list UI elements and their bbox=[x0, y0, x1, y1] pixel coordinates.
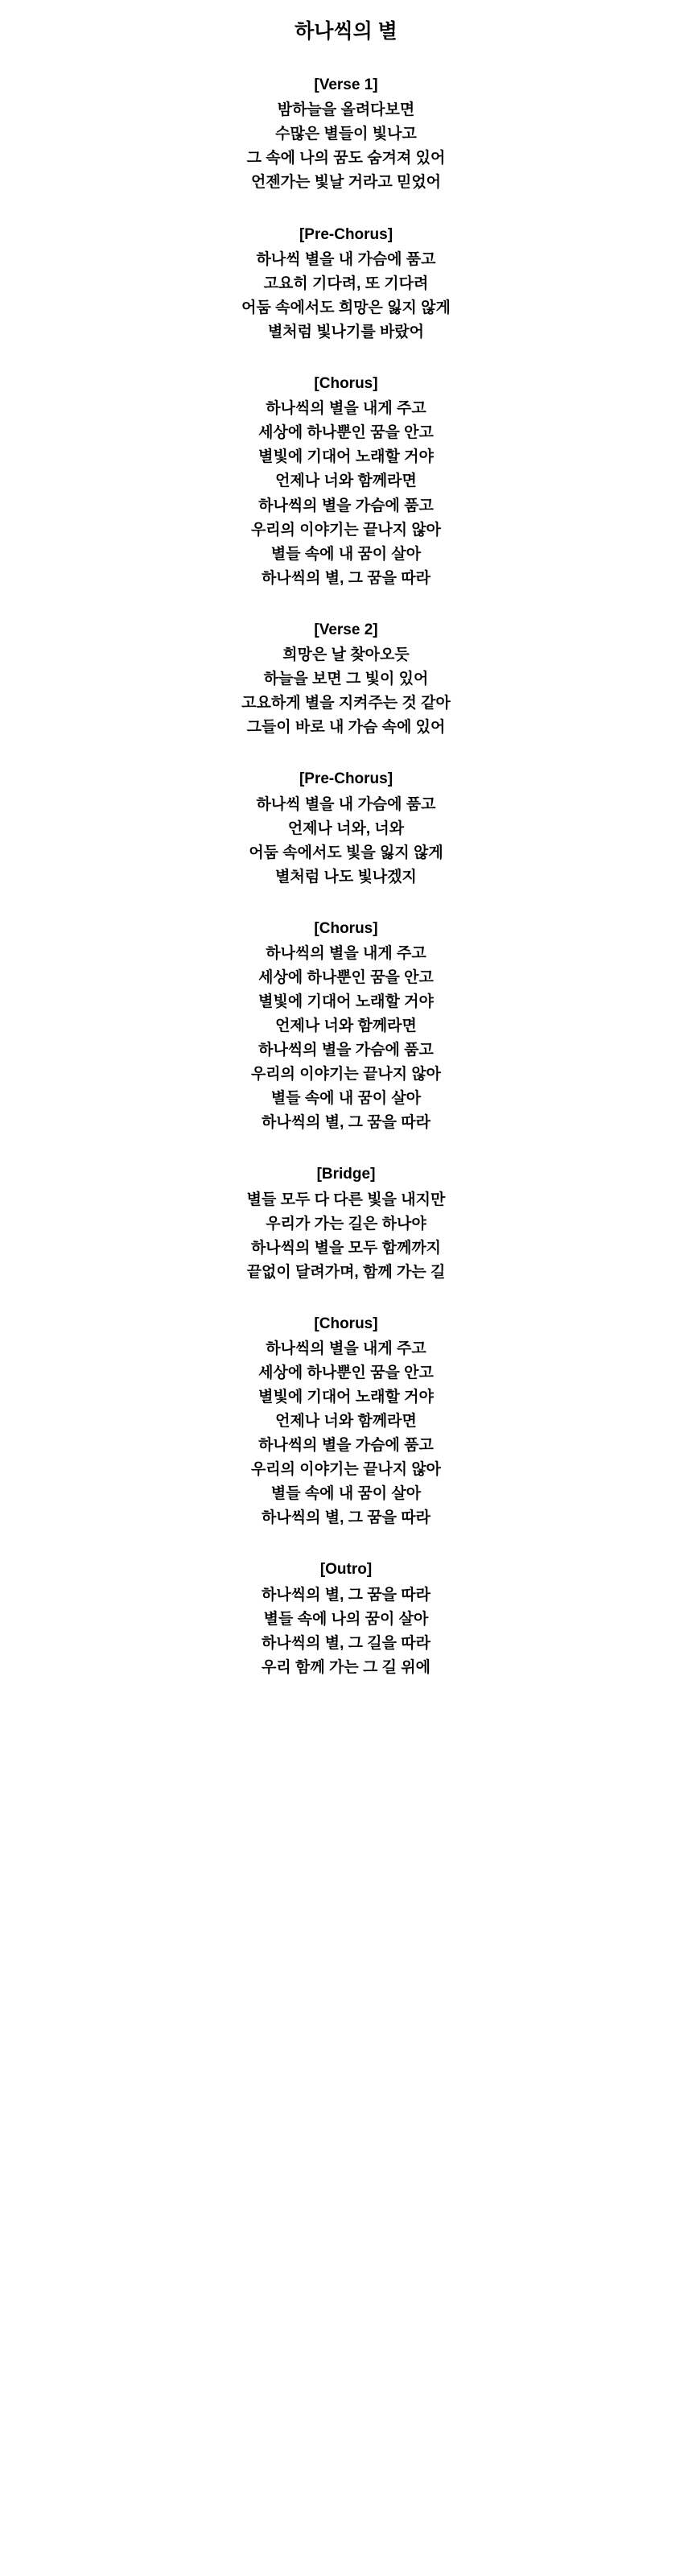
section-header: [Chorus] bbox=[314, 919, 378, 937]
lyric-line: 수많은 별들이 빛나고 bbox=[275, 126, 417, 143]
lyric-line: 하나씩 별을 내 가슴에 품고 bbox=[256, 250, 436, 268]
lyric-line: 하나씩의 별, 그 꿈을 따라 bbox=[262, 569, 430, 587]
lyric-line: 고요히 기다려, 또 기다려 bbox=[263, 275, 429, 292]
lyric-line: 별처럼 나도 빛나겠지 bbox=[275, 868, 417, 886]
section-header: [Pre-Chorus] bbox=[299, 225, 393, 243]
lyric-line: 세상에 하나뿐인 꿈을 안고 bbox=[258, 424, 434, 442]
section-lines bbox=[0, 942, 692, 1135]
lyrics-section bbox=[0, 767, 692, 890]
section-lines bbox=[0, 1583, 692, 1680]
section-header: [Pre-Chorus] bbox=[299, 770, 393, 788]
lyric-line: 하나씩의 별, 그 꿈을 따라 bbox=[262, 1509, 430, 1527]
lyric-line: 하나씩의 별, 그 꿈을 따라 bbox=[262, 1586, 430, 1604]
lyric-line: 언제나 너와 함께라면 bbox=[275, 1413, 417, 1430]
section-lines bbox=[0, 793, 692, 890]
lyric-line: 우리의 이야기는 끝나지 않아 bbox=[250, 521, 442, 539]
lyrics-section bbox=[0, 1558, 692, 1680]
page-title: 하나씩의 별 bbox=[295, 20, 397, 43]
lyric-line: 별처럼 빛나기를 바랐어 bbox=[267, 323, 425, 341]
lyrics-section bbox=[0, 223, 692, 345]
lyric-line: 세상에 하나뿐인 꿈을 안고 bbox=[258, 1364, 434, 1382]
lyric-line: 별들 모두 다 다른 빛을 내지만 bbox=[246, 1191, 446, 1208]
lyric-line: 희망은 날 찾아오듯 bbox=[282, 646, 410, 663]
lyric-line: 언젠가는 빛날 거라고 믿었어 bbox=[250, 174, 442, 192]
lyric-line: 어둠 속에서도 빛을 잃지 않게 bbox=[249, 844, 443, 861]
lyric-line: 하나씩의 별, 그 꿈을 따라 bbox=[262, 1114, 430, 1132]
lyric-line: 끝없이 달려가며, 함께 가는 길 bbox=[246, 1263, 446, 1281]
lyric-line: 우리 함께 가는 그 길 위에 bbox=[262, 1658, 430, 1676]
lyric-line: 하나씩의 별을 가슴에 품고 bbox=[258, 1042, 434, 1059]
lyrics-section bbox=[0, 1312, 692, 1531]
lyric-line: 우리의 이야기는 끝나지 않아 bbox=[250, 1066, 442, 1084]
section-header: [Chorus] bbox=[314, 1315, 378, 1332]
section-header: [Outro] bbox=[319, 1561, 373, 1579]
lyric-line: 하나씩의 별을 내게 주고 bbox=[266, 400, 426, 418]
lyric-line: 별빛에 기대어 노래할 거야 bbox=[258, 993, 434, 1011]
lyric-line: 별들 속에 나의 꿈이 살아 bbox=[263, 1610, 429, 1628]
section-lines bbox=[0, 397, 692, 590]
lyric-line: 그들이 바로 내 가슴 속에 있어 bbox=[246, 719, 446, 737]
lyric-line: 그 속에 나의 꿈도 숨겨져 있어 bbox=[246, 150, 446, 167]
lyric-line: 하늘을 보면 그 빛이 있어 bbox=[263, 671, 429, 688]
lyric-line: 하나씩 별을 내 가슴에 품고 bbox=[256, 795, 436, 813]
lyrics-section bbox=[0, 73, 692, 196]
lyrics-body bbox=[0, 73, 692, 1680]
lyric-line: 어둠 속에서도 희망은 잃지 않게 bbox=[241, 299, 451, 316]
lyric-line: 우리의 이야기는 끝나지 않아 bbox=[250, 1461, 442, 1479]
lyric-line: 별들 속에 내 꿈이 살아 bbox=[270, 1090, 422, 1108]
lyric-line: 별들 속에 내 꿈이 살아 bbox=[270, 1485, 422, 1503]
lyric-line: 고요하게 별을 지켜주는 것 같아 bbox=[241, 695, 451, 712]
lyric-line: 밤하늘을 올려다보면 bbox=[277, 101, 415, 119]
lyric-line: 우리가 가는 길은 하나야 bbox=[266, 1215, 426, 1232]
section-lines bbox=[0, 248, 692, 345]
section-header: [Verse 1] bbox=[314, 76, 378, 93]
lyric-line: 하나씩의 별을 모두 함께까지 bbox=[250, 1239, 442, 1257]
lyric-line: 언제나 너와 함께라면 bbox=[275, 473, 417, 490]
section-header: [Chorus] bbox=[314, 375, 378, 392]
lyrics-section bbox=[0, 1162, 692, 1285]
lyric-line: 세상에 하나뿐인 꿈을 안고 bbox=[258, 969, 434, 987]
lyrics-section bbox=[0, 618, 692, 741]
section-lines bbox=[0, 1188, 692, 1285]
lyrics-section bbox=[0, 372, 692, 591]
lyrics-section bbox=[0, 917, 692, 1136]
lyric-line: 별빛에 기대어 노래할 거야 bbox=[258, 1389, 434, 1406]
lyric-line: 별들 속에 내 꿈이 살아 bbox=[270, 545, 422, 563]
section-header: [Verse 2] bbox=[314, 621, 378, 638]
lyric-line: 언제나 너와, 너와 bbox=[287, 819, 405, 837]
lyric-line: 하나씩의 별을 가슴에 품고 bbox=[258, 1437, 434, 1455]
section-lines bbox=[0, 643, 692, 740]
section-lines bbox=[0, 1337, 692, 1530]
lyric-line: 하나씩의 별을 내게 주고 bbox=[266, 1340, 426, 1358]
lyric-line: 하나씩의 별, 그 길을 따라 bbox=[262, 1634, 430, 1652]
lyric-line: 별빛에 기대어 노래할 거야 bbox=[258, 448, 434, 466]
section-lines bbox=[0, 98, 692, 195]
section-header: [Bridge] bbox=[316, 1166, 376, 1183]
lyric-line: 하나씩의 별을 내게 주고 bbox=[266, 945, 426, 962]
lyric-line: 언제나 너와 함께라면 bbox=[275, 1018, 417, 1035]
lyric-line: 하나씩의 별을 가슴에 품고 bbox=[258, 497, 434, 514]
